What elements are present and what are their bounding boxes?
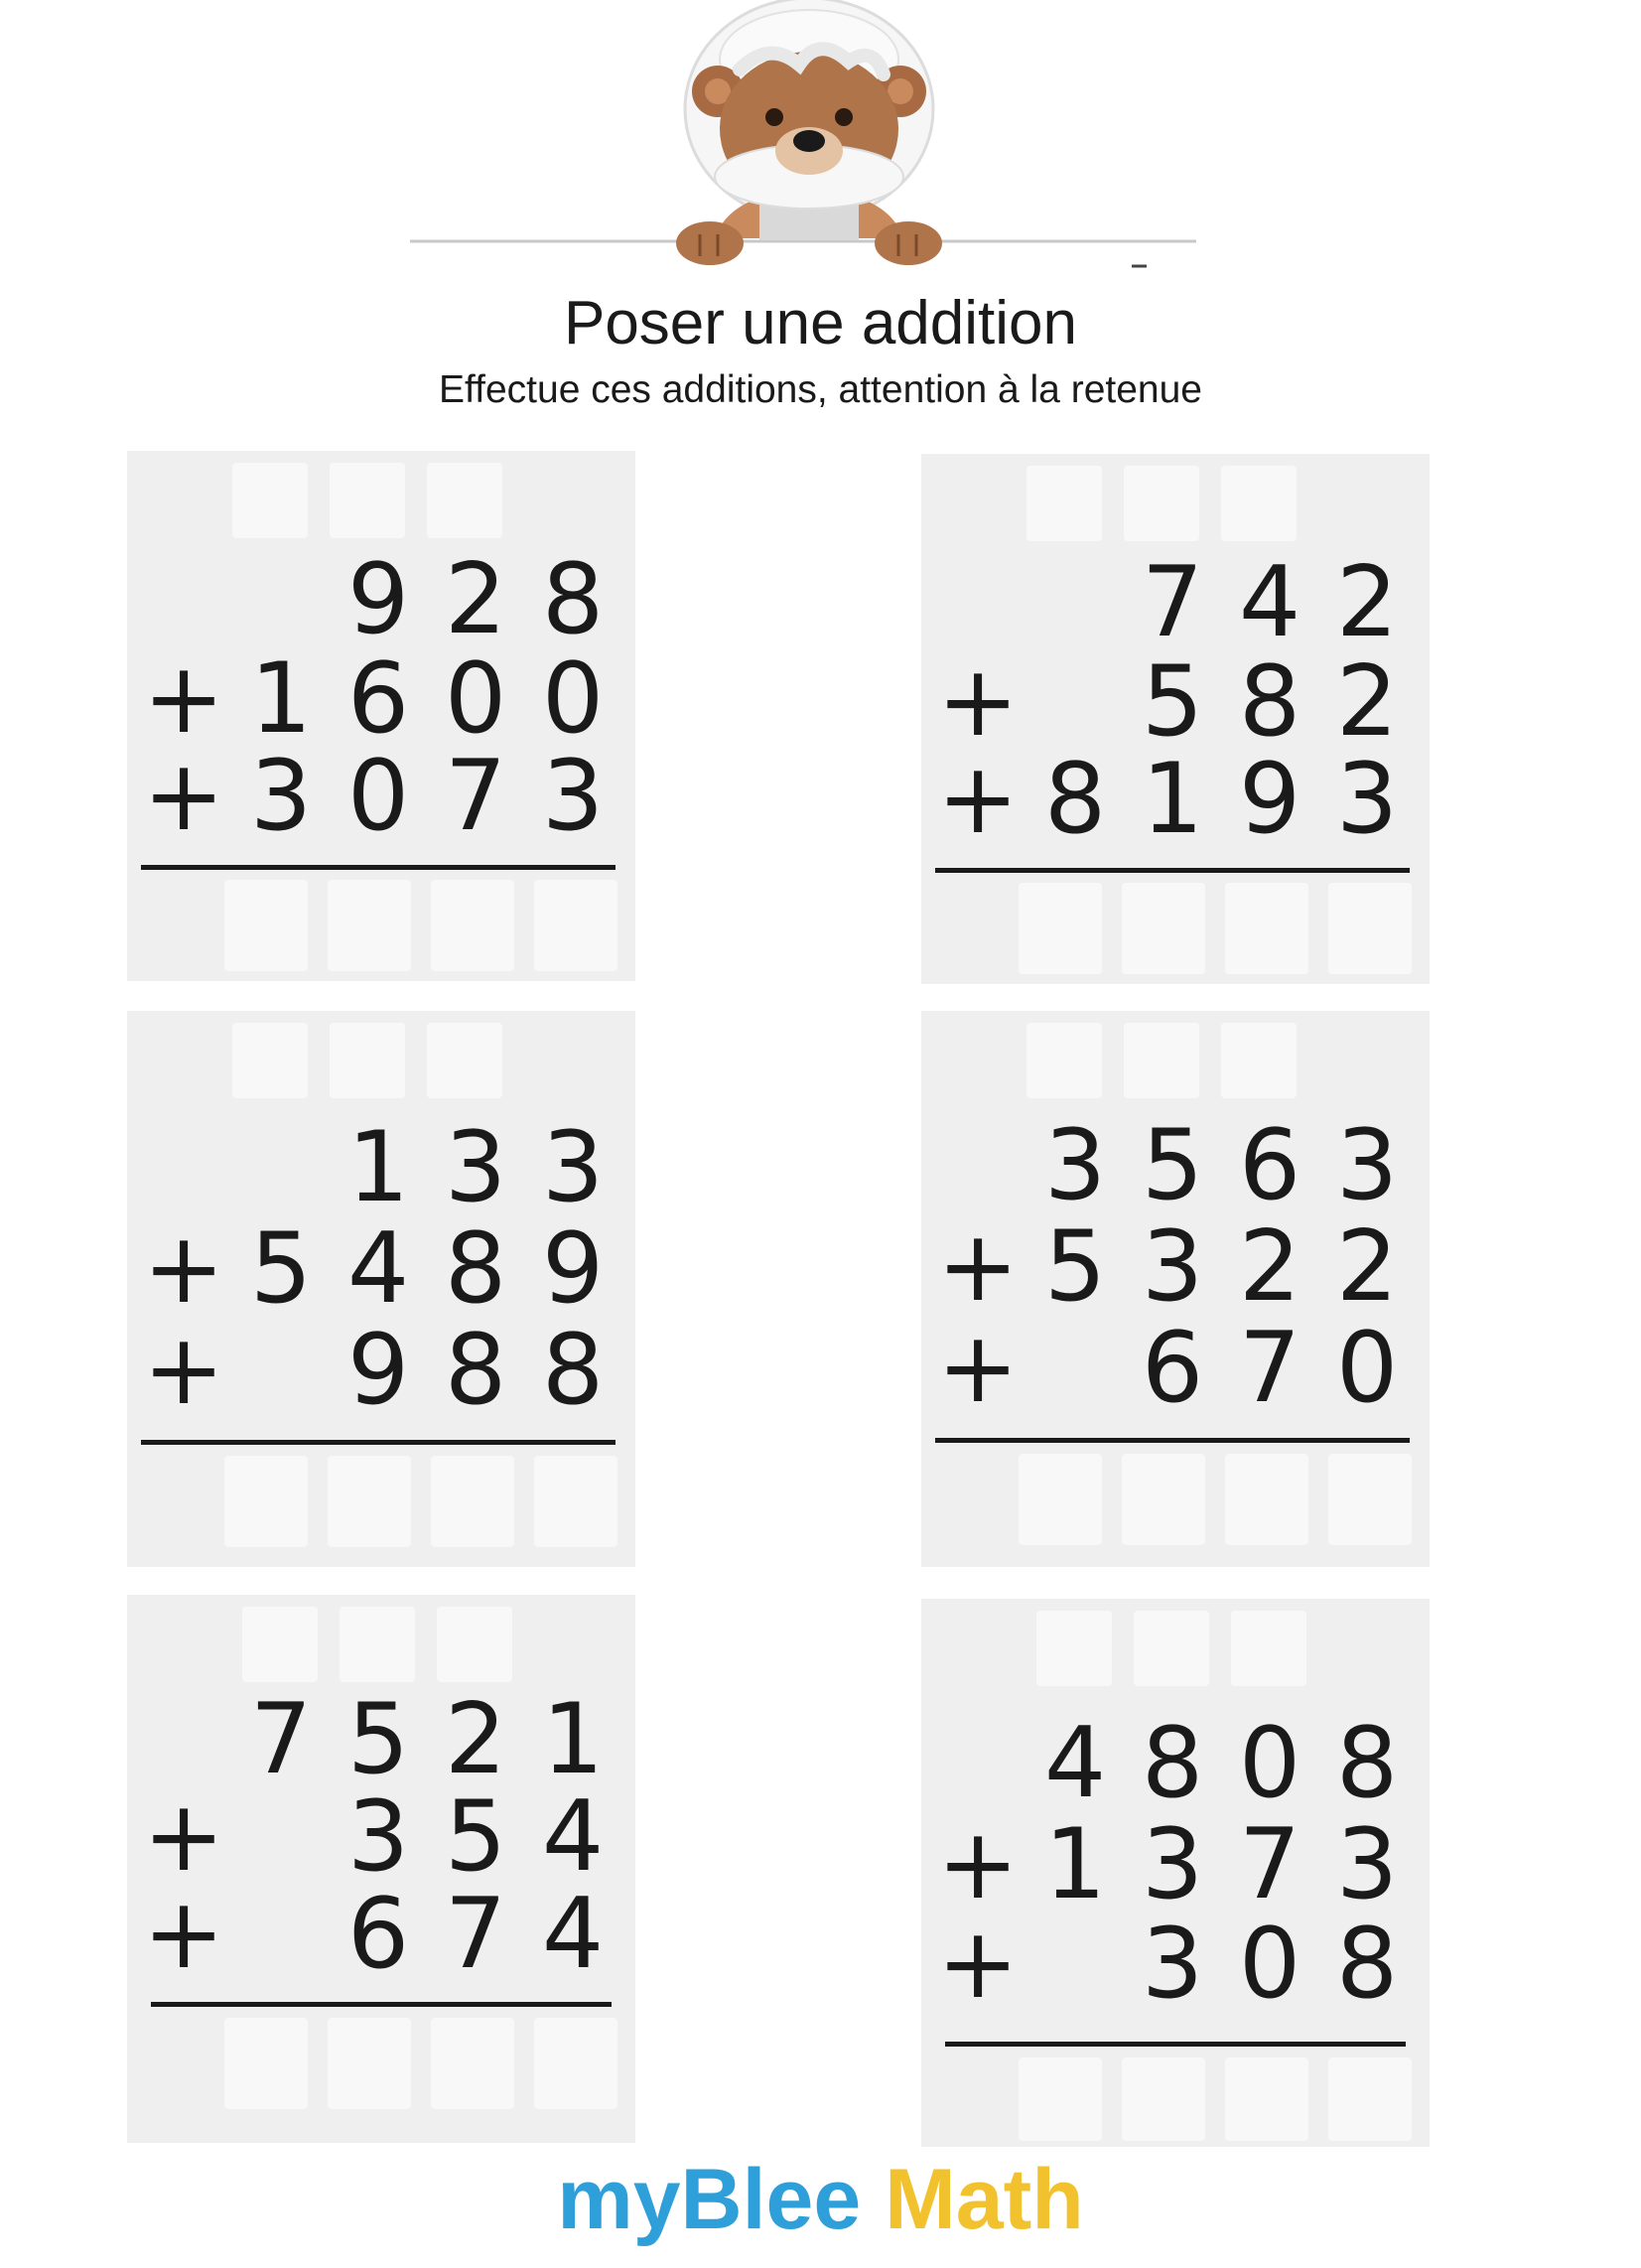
answer-box[interactable] xyxy=(1122,883,1205,974)
digit: 1 xyxy=(249,642,313,756)
answer-box[interactable] xyxy=(431,1456,514,1547)
plus-sign: + xyxy=(936,1312,1020,1425)
answer-box[interactable] xyxy=(534,2018,617,2109)
digit: 0 xyxy=(541,642,605,756)
logo-text-math: Math xyxy=(885,2152,1084,2247)
digit: 3 xyxy=(444,1111,507,1224)
page-subtitle: Effectue ces additions, attention à la retenue xyxy=(439,368,1202,411)
operand-row xyxy=(929,645,1416,759)
digit: 8 xyxy=(1238,645,1301,759)
digit: 9 xyxy=(346,543,410,656)
answer-box[interactable] xyxy=(1019,1454,1102,1545)
digit: 3 xyxy=(1141,1908,1204,2021)
digit: 0 xyxy=(1238,1908,1301,2021)
exercise-card-4 xyxy=(921,1011,1430,1567)
carry-box[interactable] xyxy=(232,1023,308,1098)
answer-box[interactable] xyxy=(1225,883,1308,974)
answer-box[interactable] xyxy=(328,1456,411,1547)
answer-box[interactable] xyxy=(224,1456,308,1547)
answer-box[interactable] xyxy=(1225,1454,1308,1545)
carry-box[interactable] xyxy=(330,463,405,538)
answer-box[interactable] xyxy=(1328,883,1412,974)
digit: 5 xyxy=(1141,1109,1204,1222)
plus-sign: + xyxy=(936,1210,1020,1324)
carry-box[interactable] xyxy=(340,1607,415,1682)
digit: 5 xyxy=(444,1780,507,1894)
digit: 7 xyxy=(1238,1808,1301,1921)
answer-box[interactable] xyxy=(224,2018,308,2109)
carry-box[interactable] xyxy=(1026,1023,1102,1098)
carry-boxes xyxy=(232,1023,502,1098)
answer-boxes xyxy=(224,1456,617,1547)
answer-box[interactable] xyxy=(1328,2057,1412,2141)
digit: 2 xyxy=(1238,1210,1301,1324)
digit: 1 xyxy=(1043,1808,1107,1921)
answer-box[interactable] xyxy=(1019,2057,1102,2141)
digit: 8 xyxy=(444,1212,507,1326)
answer-box[interactable] xyxy=(534,1456,617,1547)
operand-row xyxy=(929,743,1416,856)
carry-boxes xyxy=(242,1607,512,1682)
digit: 6 xyxy=(346,642,410,756)
digit: 5 xyxy=(1043,1210,1107,1324)
answer-boxes xyxy=(1019,1454,1412,1545)
plus-sign: + xyxy=(142,1878,225,1991)
sum-line xyxy=(945,2042,1406,2047)
carry-box[interactable] xyxy=(1221,466,1297,541)
digit: 8 xyxy=(1335,1908,1399,2021)
operand-row xyxy=(929,1707,1416,1820)
answer-box[interactable] xyxy=(1019,883,1102,974)
digit: 0 xyxy=(1335,1312,1399,1425)
operand-row xyxy=(929,1109,1416,1222)
exercise-card-3 xyxy=(127,1011,635,1567)
carry-box[interactable] xyxy=(1026,466,1102,541)
digit: 5 xyxy=(1141,645,1204,759)
answer-boxes xyxy=(224,2018,617,2109)
operand-row xyxy=(135,1314,621,1427)
plus-sign: + xyxy=(936,645,1020,759)
operand-row xyxy=(929,1808,1416,1921)
carry-box[interactable] xyxy=(330,1023,405,1098)
page-title: Poser une addition xyxy=(563,289,1078,357)
operand-row xyxy=(135,1683,621,1796)
digit: 3 xyxy=(1335,1109,1399,1222)
carry-boxes xyxy=(1026,1023,1297,1098)
plus-sign: + xyxy=(142,740,225,853)
carry-box[interactable] xyxy=(1221,1023,1297,1098)
carry-box[interactable] xyxy=(427,463,502,538)
operand-row xyxy=(929,1210,1416,1324)
digit: 3 xyxy=(1043,1109,1107,1222)
sum-line xyxy=(141,865,615,870)
digit: 3 xyxy=(1141,1808,1204,1921)
plus-sign: + xyxy=(936,743,1020,856)
sum-line xyxy=(935,868,1410,873)
digit: 8 xyxy=(1141,1707,1204,1820)
digit: 3 xyxy=(346,1780,410,1894)
carry-box[interactable] xyxy=(1231,1611,1306,1686)
digit: 3 xyxy=(541,740,605,853)
digit: 5 xyxy=(346,1683,410,1796)
carry-box[interactable] xyxy=(1124,466,1199,541)
digit: 6 xyxy=(1141,1312,1204,1425)
digit: 1 xyxy=(346,1111,410,1224)
digit: 4 xyxy=(541,1780,605,1894)
digit: 0 xyxy=(444,642,507,756)
operand-row xyxy=(135,1212,621,1326)
digit: 3 xyxy=(1141,1210,1204,1324)
sum-line xyxy=(141,1440,615,1445)
answer-boxes xyxy=(224,880,617,971)
carry-box[interactable] xyxy=(437,1607,512,1682)
answer-box[interactable] xyxy=(1122,1454,1205,1545)
plus-sign: + xyxy=(142,1212,225,1326)
myblee-math-logo xyxy=(0,2150,1641,2249)
digit: 5 xyxy=(249,1212,313,1326)
carry-boxes xyxy=(232,463,502,538)
digit: 4 xyxy=(1043,1707,1107,1820)
operand-row xyxy=(135,642,621,756)
carry-box[interactable] xyxy=(1124,1023,1199,1098)
lion-mascot-icon xyxy=(402,0,1236,273)
digit: 2 xyxy=(1335,645,1399,759)
digit: 3 xyxy=(1335,743,1399,856)
digit: 8 xyxy=(444,1314,507,1427)
operand-row xyxy=(929,546,1416,659)
sum-line xyxy=(151,2002,612,2007)
digit: 6 xyxy=(1238,1109,1301,1222)
digit: 0 xyxy=(346,740,410,853)
answer-box[interactable] xyxy=(328,2018,411,2109)
plus-sign: + xyxy=(936,1908,1020,2021)
carry-box[interactable] xyxy=(1134,1611,1209,1686)
carry-box[interactable] xyxy=(427,1023,502,1098)
digit: 7 xyxy=(444,1878,507,1991)
digit: 0 xyxy=(1238,1707,1301,1820)
digit: 4 xyxy=(346,1212,410,1326)
digit: 2 xyxy=(444,543,507,656)
digit: 7 xyxy=(444,740,507,853)
digit: 8 xyxy=(541,1314,605,1427)
answer-box[interactable] xyxy=(1225,2057,1308,2141)
digit: 7 xyxy=(1238,1312,1301,1425)
operand-row xyxy=(135,1780,621,1894)
exercise-card-1 xyxy=(127,451,635,981)
digit: 6 xyxy=(346,1878,410,1991)
digit: 1 xyxy=(1141,743,1204,856)
carry-boxes xyxy=(1036,1611,1306,1686)
operand-row xyxy=(135,1111,621,1224)
answer-box[interactable] xyxy=(431,880,514,971)
digit: 8 xyxy=(1043,743,1107,856)
operand-row xyxy=(135,1878,621,1991)
operand-row xyxy=(135,740,621,853)
digit: 8 xyxy=(541,543,605,656)
answer-boxes xyxy=(1019,883,1412,974)
digit: 4 xyxy=(541,1878,605,1991)
plus-sign: + xyxy=(936,1808,1020,1921)
plus-sign: + xyxy=(142,1314,225,1427)
digit: 3 xyxy=(1335,1808,1399,1921)
digit: 9 xyxy=(541,1212,605,1326)
operand-row xyxy=(929,1312,1416,1425)
carry-box[interactable] xyxy=(242,1607,318,1682)
digit: 7 xyxy=(249,1683,313,1796)
plus-sign: + xyxy=(142,1780,225,1894)
digit: 9 xyxy=(346,1314,410,1427)
digit: 1 xyxy=(541,1683,605,1796)
exercise-card-2 xyxy=(921,454,1430,984)
sum-line xyxy=(935,1438,1410,1443)
carry-box[interactable] xyxy=(232,463,308,538)
answer-box[interactable] xyxy=(431,2018,514,2109)
carry-boxes xyxy=(1026,466,1297,541)
answer-box[interactable] xyxy=(328,880,411,971)
plus-sign: + xyxy=(142,642,225,756)
digit: 2 xyxy=(444,1683,507,1796)
digit: 3 xyxy=(249,740,313,853)
answer-box[interactable] xyxy=(224,880,308,971)
digit: 2 xyxy=(1335,1210,1399,1324)
answer-box[interactable] xyxy=(1328,1454,1412,1545)
digit: 2 xyxy=(1335,546,1399,659)
logo-text-myblee: myBlee xyxy=(557,2152,862,2247)
carry-box[interactable] xyxy=(1036,1611,1112,1686)
exercise-card-5 xyxy=(127,1595,635,2143)
exercise-card-6 xyxy=(921,1599,1430,2147)
answer-boxes xyxy=(1019,2057,1412,2141)
answer-box[interactable] xyxy=(1122,2057,1205,2141)
operand-row xyxy=(135,543,621,656)
digit: 3 xyxy=(541,1111,605,1224)
digit: 4 xyxy=(1238,546,1301,659)
digit: 8 xyxy=(1335,1707,1399,1820)
answer-box[interactable] xyxy=(534,880,617,971)
digit: 7 xyxy=(1141,546,1204,659)
operand-row xyxy=(929,1908,1416,2021)
digit: 9 xyxy=(1238,743,1301,856)
